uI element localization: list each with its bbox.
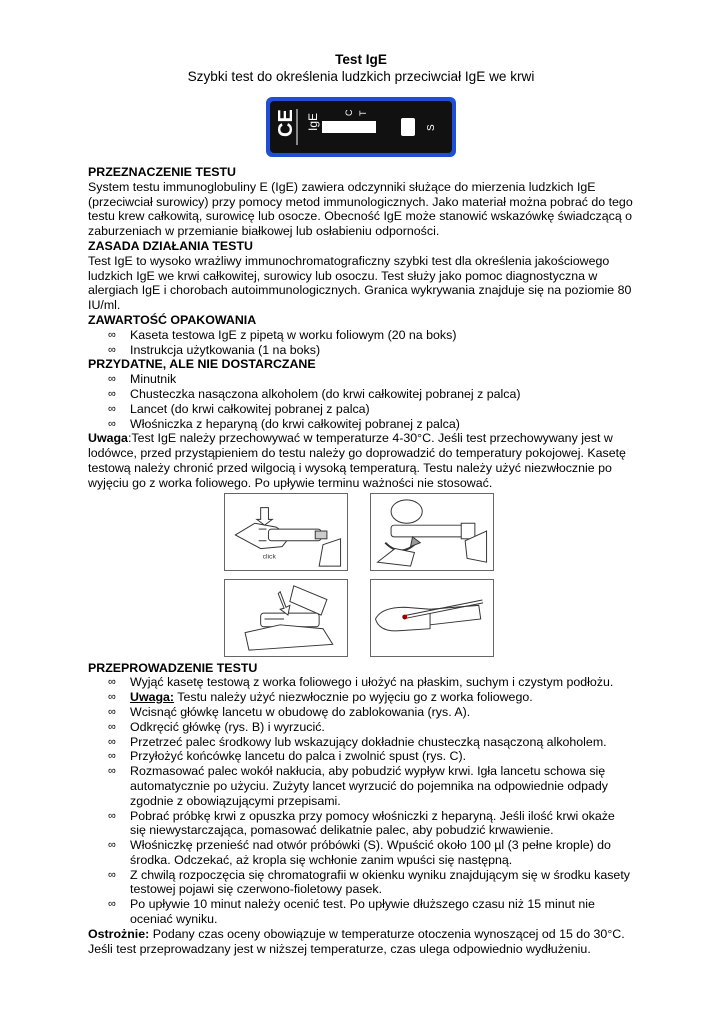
list-item: ∞ Przyłożyć końcówkę lancetu do palca i zwolnić spust (rys. C).	[108, 749, 467, 764]
note-label: Uwaga	[88, 431, 128, 446]
capillary-tube-illustration	[371, 580, 493, 656]
bullet-icon: ∞	[108, 868, 116, 881]
test-cassette-image	[266, 97, 456, 157]
list-item: ∞ Instrukcja użytkowania (1 na boks)	[108, 342, 321, 357]
principle-text: Test IgE to wysoko wrażliwy immunochromatograficzny szybki test dla określenia jakościowego ludzkich IgE we krwi całkowitej, surowicy lub osoczu. Test służy jako pomoc diagnostyczna w alergiach IgE i chorobach autoimmunologicznych. Granica wykrywania znajduje się na poziomie 80 IU/ml.	[88, 253, 632, 313]
result-window	[322, 121, 376, 133]
principle-heading: ZASADA DZIAŁANIA TESTU	[88, 238, 253, 253]
list-item: ∞ Kaseta testowa IgE z pipetą w worku foliowym (20 na boks)	[108, 327, 457, 342]
list-item: ∞ Wyjąć kasetę testową z worka foliowego i ułożyć na płaskim, suchym i czystym podłożu.	[108, 675, 614, 690]
page-subtitle: Szybki test do określenia ludzkich przeciwciał IgE we krwi	[187, 69, 535, 84]
storage-note: Uwaga:Test IgE należy przechowywać w temperaturze 4-30°C. Jeśli test przechowywany jest w lodówce, przed przystąpieniem do testu należy go doprowadzić do temperatury pokojowej. Kasetę testową należy chronić przed wilgocią i wysoką temperaturą. Testu należy użyć niezwłocznie po wyjęciu go z worka foliowego. Po upływie terminu ważności nie stosować.	[88, 431, 626, 490]
sample-label: S	[426, 124, 437, 131]
list-item: ∞ Wcisnąć główkę lancetu w obudowę do zablokowania (rys. A).	[108, 704, 471, 719]
control-line-label: C	[344, 109, 354, 116]
bullet-icon: ∞	[108, 720, 116, 733]
caution-note: Ostrożnie: Podany czas oceny obowiązuje w temperaturze otoczenia wynoszącej od 15 do 30°C. Jeśli test przeprowadzany jest w niższej temperaturze, czas ulega odpowiednio wydłużeniu.	[88, 926, 625, 956]
bullet-icon: ∞	[108, 809, 116, 822]
bullet-icon: ∞	[108, 839, 116, 852]
cassette-illustration	[88, 97, 634, 157]
procedure-list	[88, 675, 634, 927]
list-item: ∞ Uwaga: Testu należy użyć niezwłocznie po wyjęciu go z worka foliowego.	[108, 690, 533, 705]
bullet-icon: ∞	[108, 343, 116, 356]
figure-c	[224, 579, 348, 657]
figure-a	[224, 493, 348, 571]
procedure-heading: PRZEPROWADZENIE TESTU	[88, 660, 258, 675]
list-item: ∞ Pobrać próbkę krwi z opuszka przy pomocy włośniczki z heparyną. Jeśli ilość krwi okaże się niewystarczająca, pomasować delikatnie palec, aby pobudzić krwawienie.	[108, 808, 615, 838]
test-line-label: T	[358, 110, 368, 116]
bullet-icon: ∞	[108, 402, 116, 415]
list-item: ∞ Minutnik	[108, 372, 177, 387]
purpose-text: System testu immunoglobuliny E (IgE) zawiera odczynniki służące do mierzenia ludzkich IgE (przeciwciał surowicy) przy pomocy metod immunologicznych. Jako materiał można pobrać do tego testu krew całkowitą, surowicę lub osocze. Obecność IgE może stanowić wskazówkę świadczącą o zaburzeniach w przemianie białkowej lub osłabieniu odporności.	[88, 179, 633, 239]
useful-list	[88, 372, 634, 431]
bullet-icon: ∞	[108, 765, 116, 778]
list-item: ∞ Przetrzeć palec środkowy lub wskazujący dokładnie chusteczką nasączoną alkoholem.	[108, 734, 607, 749]
bullet-icon: ∞	[108, 387, 116, 400]
bullet-icon: ∞	[108, 750, 116, 763]
bullet-icon: ∞	[108, 676, 116, 689]
figure-b	[370, 493, 494, 571]
bullet-icon: ∞	[108, 373, 116, 386]
lancet-twist-illustration	[371, 494, 493, 570]
figure-d	[370, 579, 494, 657]
bullet-icon: ∞	[108, 898, 116, 911]
list-item: ∞ Z chwilą rozpoczęcia się chromatografii w okienku wyniku znajdującym się w środku kasety testowej pojawi się czerwono-fioletowy pasek.	[108, 867, 630, 897]
ce-mark: CE	[275, 109, 297, 137]
lancet-figures	[224, 493, 494, 657]
lancet-finger-illustration	[225, 580, 347, 656]
list-item: ∞ Lancet (do krwi całkowitej pobranej z palca)	[108, 401, 370, 416]
page-title: Test IgE	[335, 52, 387, 67]
sample-well	[401, 118, 415, 136]
bullet-icon: ∞	[108, 417, 116, 430]
document-page	[88, 52, 634, 956]
list-item: ∞ Włośniczkę przenieść nad otwór próbówki (S). Wpuścić około 100 µl (3 pełne krople) do środka. Odczekać, aż kropla się wchłonie zanim wpuści się następną.	[108, 838, 611, 867]
list-item: ∞ Rozmasować palec wokół nakłucia, aby pobudzić wypływ krwi. Igła lancetu schowa się automatycznie po użyciu. Zużyty lancet wyrzucić do pojemnika na odpowiednie odpady zgodnie z obowiązującymi przepisami.	[108, 764, 608, 808]
contents-list	[88, 328, 634, 358]
bullet-icon: ∞	[108, 705, 116, 718]
list-item: ∞ Odkręcić główkę (rys. B) i wyrzucić.	[108, 719, 325, 734]
contents-heading: ZAWARTOŚĆ OPAKOWANIA	[88, 312, 257, 327]
purpose-heading: PRZEZNACZENIE TESTU	[88, 165, 237, 179]
click-label: click	[262, 552, 276, 560]
bullet-icon: ∞	[108, 328, 116, 341]
list-item: ∞ Włośniczka z heparyną (do krwi całkowitej pobranej z palca)	[108, 416, 460, 431]
ige-label: IgE	[306, 112, 320, 131]
bullet-icon: ∞	[108, 735, 116, 748]
lancet-press-illustration	[225, 494, 347, 570]
useful-heading: PRZYDATNE, ALE NIE DOSTARCZANE	[88, 357, 316, 372]
caution-label: Ostrożnie:	[88, 926, 150, 941]
bullet-icon: ∞	[108, 691, 116, 704]
list-item: ∞ Po upływie 10 minut należy ocenić test. Po upływie dłuższego czasu niż 15 minut nie oceniać wyniku.	[108, 897, 595, 927]
blood-drop-icon	[402, 614, 407, 619]
list-item: ∞ Chusteczka nasączona alkoholem (do krwi całkowitej pobranej z palca)	[108, 386, 521, 401]
